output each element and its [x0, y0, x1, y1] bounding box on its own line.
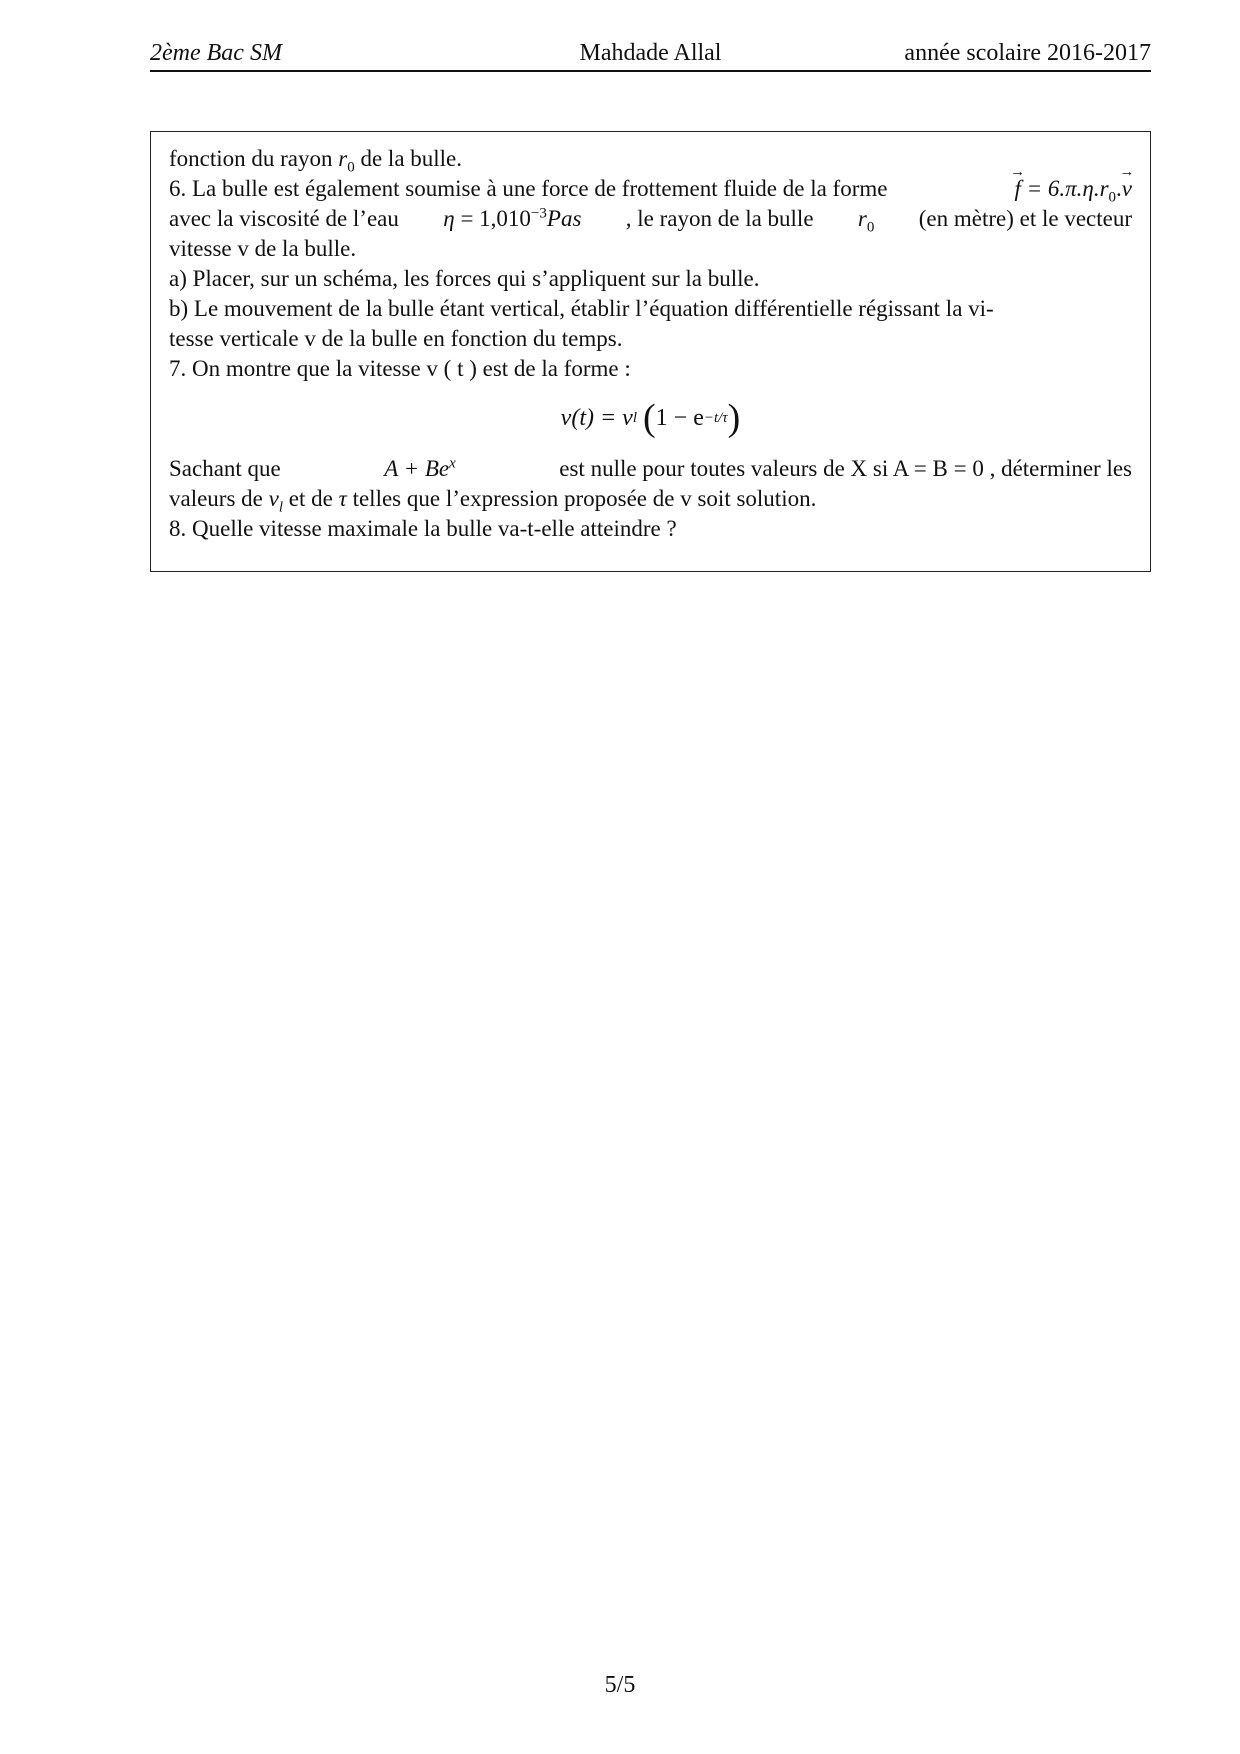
values-line: valeurs de $v_l$ et de τ telles que l’expression proposée de v soit solution. — [169, 486, 817, 516]
page-number: 5/5 — [604, 1672, 636, 1698]
question-6-text: 6. La bulle est également soumise à une force de frottement fluide de la forme — [169, 176, 888, 201]
velocity-formula: v(t) = v l ( 1 − e −t/τ ) — [560, 397, 741, 439]
viscosity-formula: $\eta = 1,010^{-3}Pas$ — [443, 205, 582, 231]
question-6b-cont: tesse verticale v de la bulle en fonction du temps. — [169, 326, 623, 351]
text-line-1: fonction du rayon $r_0$ de la bulle. — [169, 146, 463, 176]
question-8: 8. Quelle vitesse maximale la bulle va-t-elle atteindre ? — [169, 516, 677, 541]
condition-line: Sachant que $A + Be^x$ est nulle pour toutes valeurs de X si A = B = 0 , déterminer les — [169, 455, 1132, 481]
friction-force-formula: f → = $6.\pi.\eta.r_0.v$ → — [1014, 174, 1132, 204]
question-7: 7. On montre que la vitesse v ( t ) est de la forme : — [169, 356, 631, 381]
question-6a: a) Placer, sur un schéma, les forces qui s’appliquent sur la bulle. — [169, 266, 760, 291]
question-6-line — [169, 174, 1132, 204]
header-class: 2ème Bac SM — [150, 40, 282, 66]
header-author: Mahdade Allal — [579, 40, 722, 66]
header-school-year: année scolaire 2016-2017 — [904, 40, 1151, 66]
page-header — [150, 38, 1151, 72]
text-line-4: vitesse v de la bulle. — [169, 236, 357, 261]
question-6b: b) Le mouvement de la bulle étant vertical, établir l’équation différentielle régissant la vi- — [169, 296, 994, 321]
viscosity-line: avec la viscosité de l’eau $\eta = 1,010^{-3}Pas$ , le rayon de la bulle $r_0$ (en mètre) et le vecteur — [169, 205, 1132, 236]
exercise-box — [150, 131, 1151, 572]
